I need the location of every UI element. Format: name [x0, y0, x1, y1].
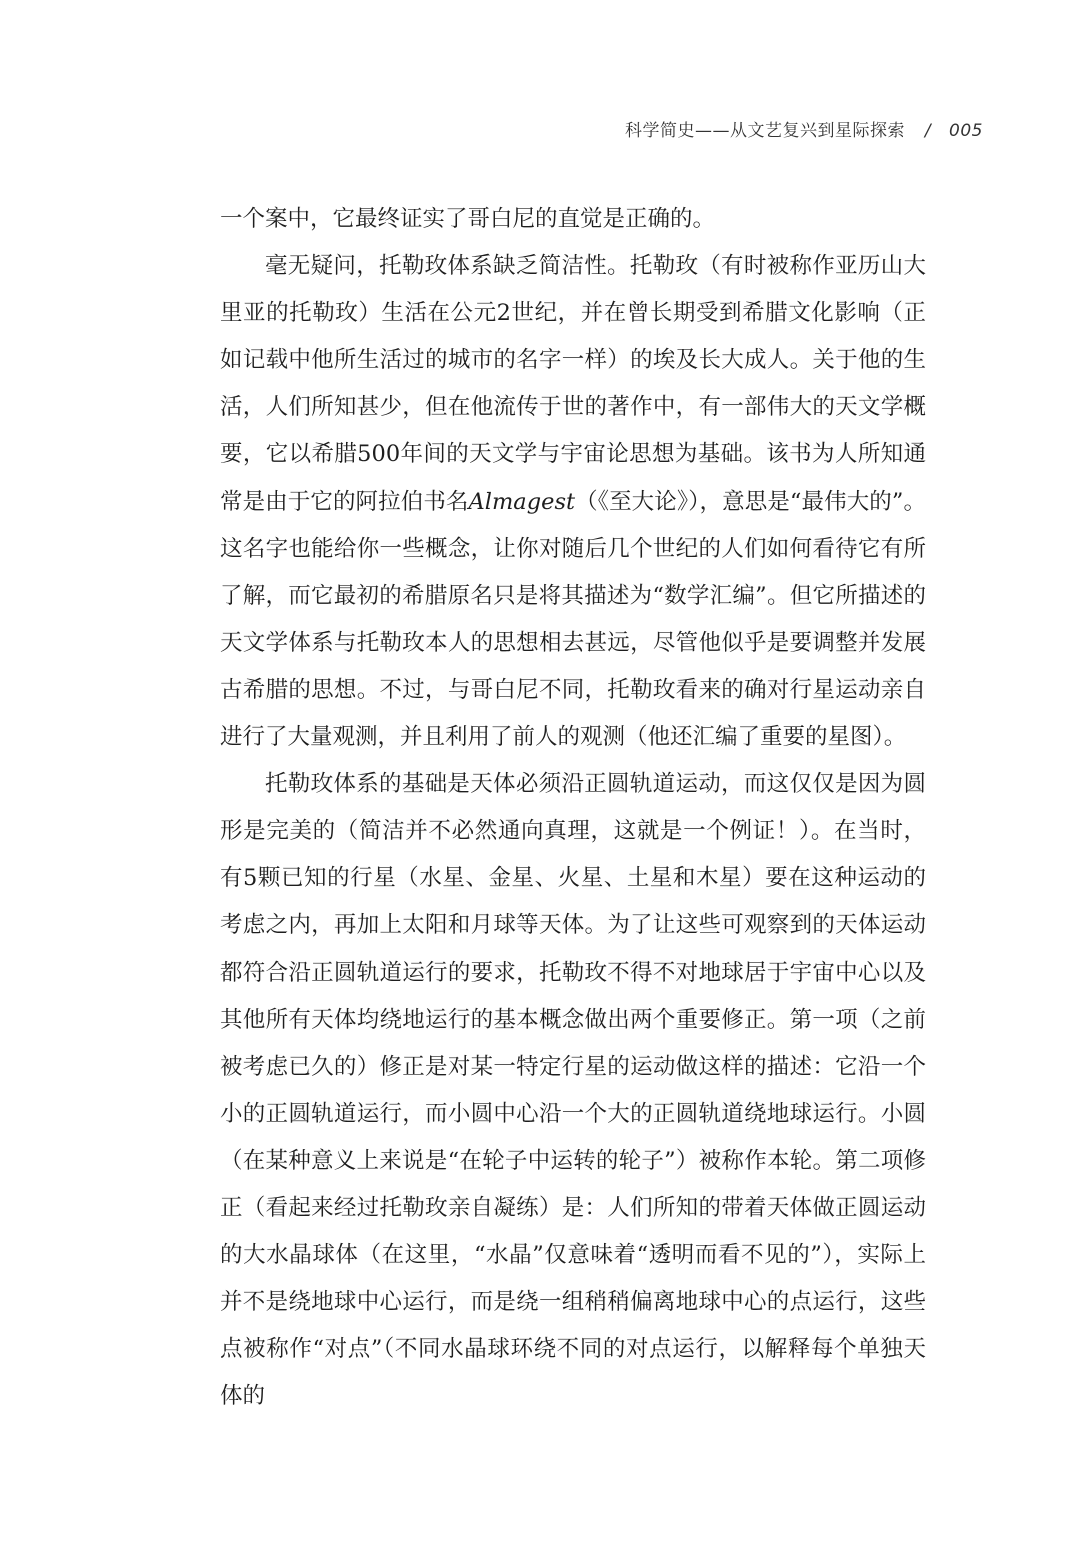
book-title-almagest: Almagest — [468, 488, 576, 515]
paragraph-3: 托勒玫体系的基础是天体必须沿正圆轨道运动，而这仅仅是因为圆形是完美的（简洁并不必然通向真理，这就是一个例证！）。在当时，有5颗已知的行星（水星、金星、火星、土星和木星）要在这种运动的考虑之内，再加上太阳和月球等天体。为了让这些可观察到的天体运动都符合沿正圆轨道运行的要求，托勒玫不得不对地球居于宇宙中心以及其他所有天体均绕地运行的基本概念做出两个重要修正。第一项（之前被考虑已久的）修正是对某一特定行星的运动做这样的描述：它沿一个小的正圆轨道运行，而小圆中心沿一个大的正圆轨道绕地球运行。小圆（在某种意义上来说是“在轮子中运转的轮子”）被称作本轮。第二项修正（看起来经过托勒玫亲自凝练）是：人们所知的带着天体做正圆运动的大水晶球体（在这里，“水晶”仅意味着“透明而看不见的”），实际上并不是绕地球中心运行，而是绕一组稍稍偏离地球中心的点运行，这些点被称作“对点”（不同水晶球环绕不同的对点运行，以解释每个单独天体的 — [220, 771, 926, 1410]
book-title: 科学简史——从文艺复兴到星际探索 — [625, 121, 905, 141]
paragraph-2-text-before: 毫无疑问，托勒玫体系缺乏简洁性。托勒玫（有时被称作亚历山大里亚的托勒玫）生活在公元2世纪，并在曾长期受到希腊文化影响（正如记载中他所生活过的城市的名字一样）的埃及长大成人。关于他的生活，人们所知甚少，但在他流传于世的著作中，有一部伟大的天文学概要，它以希腊500年间的天文学与宇宙论思想为基础。该书为人所知通常是由于它的阿拉伯书名 — [220, 253, 926, 515]
paragraph-1: 一个案中，它最终证实了哥白尼的直觉是正确的。 — [220, 206, 716, 232]
running-header — [625, 116, 983, 141]
header-separator: / — [924, 121, 932, 141]
body-text — [220, 196, 926, 1420]
paragraph-2 — [220, 243, 926, 761]
paragraph-2-text-after: （《至大论》），意思是“最伟大的”。这名字也能给你一些概念，让你对随后几个世纪的人们如何看待它有所了解，而它最初的希腊原名只是将其描述为“数学汇编”。但它所描述的天文学体系与托勒玫本人的思想相去甚远，尽管他似乎是要调整并发展古希腊的思想。不过，与哥白尼不同，托勒玫看来的确对行星运动亲自进行了大量观测，并且利用了前人的观测（他还汇编了重要的星图）。 — [220, 488, 926, 751]
page-number: 005 — [949, 121, 983, 141]
